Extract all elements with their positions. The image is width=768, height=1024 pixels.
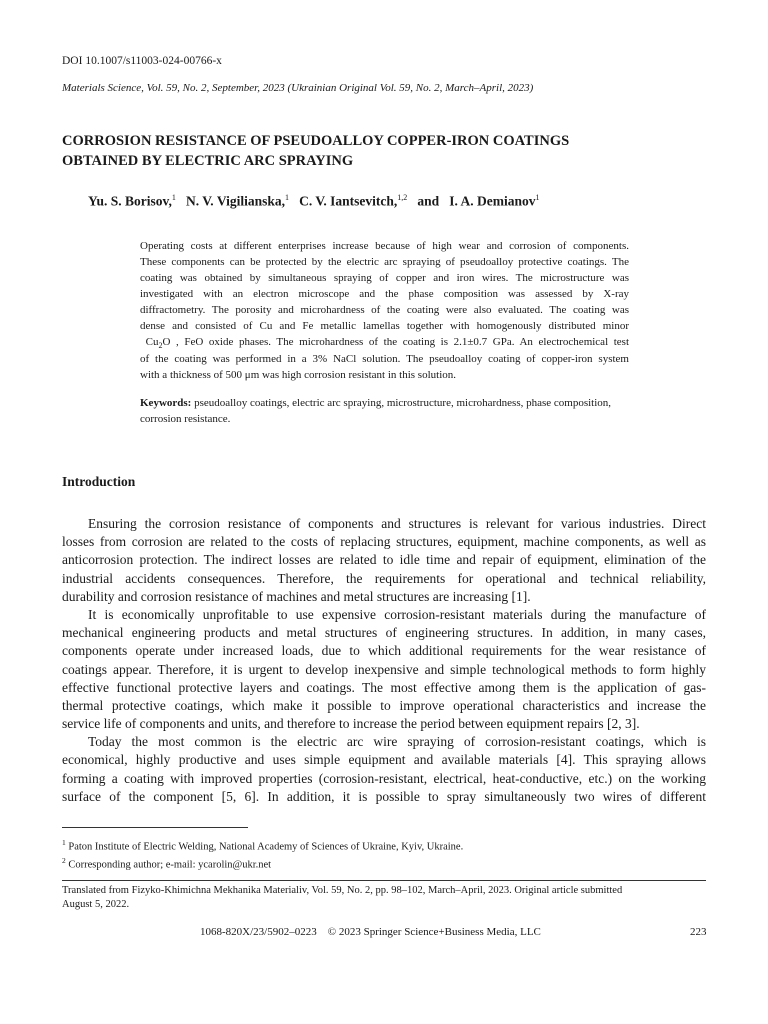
body-line: durability and corrosion resistance of machines and metal structures are increasing [1]. — [62, 588, 531, 604]
body-line: forming a coating with improved properties (corrosion-resistant, electrical, heat-conductive, etc.) on the working — [62, 770, 706, 786]
title-line: OBTAINED BY ELECTRIC ARC SPRAYING — [62, 153, 354, 169]
formula-subscript: 2 — [158, 341, 163, 351]
doi: DOI 10.1007/s11003-024-00766-x — [62, 55, 222, 67]
copyright: © 2023 Springer Science+Business Media, LLC — [327, 926, 541, 938]
title-line: CORROSION RESISTANCE OF PSEUDOALLOY COPPER-IRON COATINGS — [62, 133, 570, 149]
body-line: thermal protective coatings, which make it possible to improve operational characteristics and increase the — [62, 697, 706, 713]
translation-note — [62, 884, 706, 912]
formula-cu2o: Cu — [145, 336, 159, 348]
body-line: anticorrosion protection. The indirect losses are related to idle time and repair of equipment, elimination of the — [62, 552, 706, 568]
footnote-mark: 1 — [62, 838, 66, 847]
author-list — [88, 193, 540, 210]
translation-line: August 5, 2022. — [62, 899, 130, 910]
abstract-line-text: O , FeO oxide phases. The microhardness of the coating is 2.1±0.7 GPa. An electrochemical test — [162, 336, 629, 348]
affiliation-mark: 1 — [284, 193, 289, 202]
author-conjunction: and — [417, 193, 440, 209]
abstract-line — [140, 334, 629, 351]
footnote-mark: 2 — [62, 856, 66, 865]
body-line: surface of the component [5, 6]. In addition, it is possible to spray simultaneously two wires of different — [62, 788, 706, 804]
affiliation-mark: 1 — [535, 193, 540, 202]
author-name: C. V. Iantsevitch, — [299, 193, 398, 209]
affiliation-mark: 1 — [171, 193, 176, 202]
body-line: effective functional protective layers and coatings. The most effective among them is the application of gas- — [62, 679, 706, 695]
abstract-line: with a thickness of 500 μm was high corrosion resistant in this solution. — [140, 369, 457, 381]
body-line: economical, highly productive and uses simple equipment and available materials [4]. This spraying allows — [62, 752, 706, 768]
abstract-line: of the coating was performed in a 3% NaCl solution. The pseudoalloy coating of copper-iron system — [140, 353, 629, 365]
abstract-line: diffractometry. The porosity and microhardness of the coating were also evaluated. The coating was — [140, 304, 629, 316]
page-number: 223 — [690, 926, 707, 938]
body-line: service life of components and units, and therefore to increase the period between equipment repairs [2, 3]. — [62, 716, 640, 732]
body-line: coatings appear. Therefore, it is urgent to develop inexpensive and simple technological methods to form highly — [62, 661, 706, 677]
body-text — [62, 515, 706, 806]
footnote-2 — [62, 856, 271, 871]
issn-code: 1068-820X/23/5902–0223 — [200, 926, 317, 938]
abstract-line: investigated with an electron microscope and the phase composition was assessed by X-ray — [140, 288, 629, 300]
abstract-line: coating was obtained by simultaneous spraying of copper and iron wires. The microstructure was — [140, 272, 629, 284]
body-line: It is economically unprofitable to use expensive corrosion-resistant materials during the manufacture of — [88, 606, 706, 622]
publication-info — [200, 926, 541, 938]
footnote-text: Corresponding author; e-mail: ycarolin@ukr.net — [68, 859, 272, 871]
author-name: N. V. Vigilianska, — [186, 193, 285, 209]
footnote-divider — [62, 827, 248, 828]
journal-citation: Materials Science, Vol. 59, No. 2, September, 2023 (Ukrainian Original Vol. 59, No. 2, March–April, 2023) — [62, 82, 534, 94]
author-name: I. A. Demianov — [449, 193, 536, 209]
keywords-text: corrosion resistance. — [140, 413, 231, 425]
abstract-line: dense and consisted of Cu and Fe metallic lamellas together with homogenously distributed minor — [140, 320, 629, 332]
article-title — [62, 131, 682, 171]
author-name: Yu. S. Borisov, — [88, 193, 172, 209]
footnote-text: Paton Institute of Electric Welding, National Academy of Sciences of Ukraine, Kyiv, Ukraine. — [68, 841, 464, 853]
keywords-text: pseudoalloy coatings, electric arc spraying, microstructure, microhardness, phase composition, — [194, 397, 612, 409]
body-line: components operate under increased loads, due to which additional requirements for the wear resistance of — [62, 643, 706, 659]
affiliation-mark: 1,2 — [397, 193, 408, 202]
body-line: industrial accidents consequences. Therefore, the requirements for operational and technical reliability, — [62, 570, 706, 586]
body-line: losses from corrosion are related to the costs of replacing structures, equipment, machine components, as well as — [62, 534, 706, 550]
body-line: Ensuring the corrosion resistance of components and structures is relevant for various industries. Direct — [88, 516, 706, 531]
abstract — [140, 238, 629, 383]
abstract-line: Operating costs at different enterprises increase because of high wear and corrosion of components. — [140, 240, 629, 252]
section-heading: Introduction — [62, 474, 136, 489]
body-line: mechanical engineering products and metal structures of engineering structures. In addition, in many cases, — [62, 625, 706, 641]
abstract-line: These components can be protected by the electric arc spraying of pseudoalloy protective coatings. The — [140, 256, 629, 268]
keywords-label: Keywords: — [140, 397, 192, 409]
translation-line: Translated from Fizyko-Khimichna Mekhanika Materialiv, Vol. 59, No. 2, pp. 98–102, March–April, 2023. Original article submitted — [62, 885, 623, 896]
translation-divider — [62, 880, 706, 881]
keywords — [140, 395, 629, 427]
body-line: Today the most common is the electric arc wire spraying of corrosion-resistant coatings, which is — [88, 734, 706, 750]
footnote-1 — [62, 838, 463, 853]
